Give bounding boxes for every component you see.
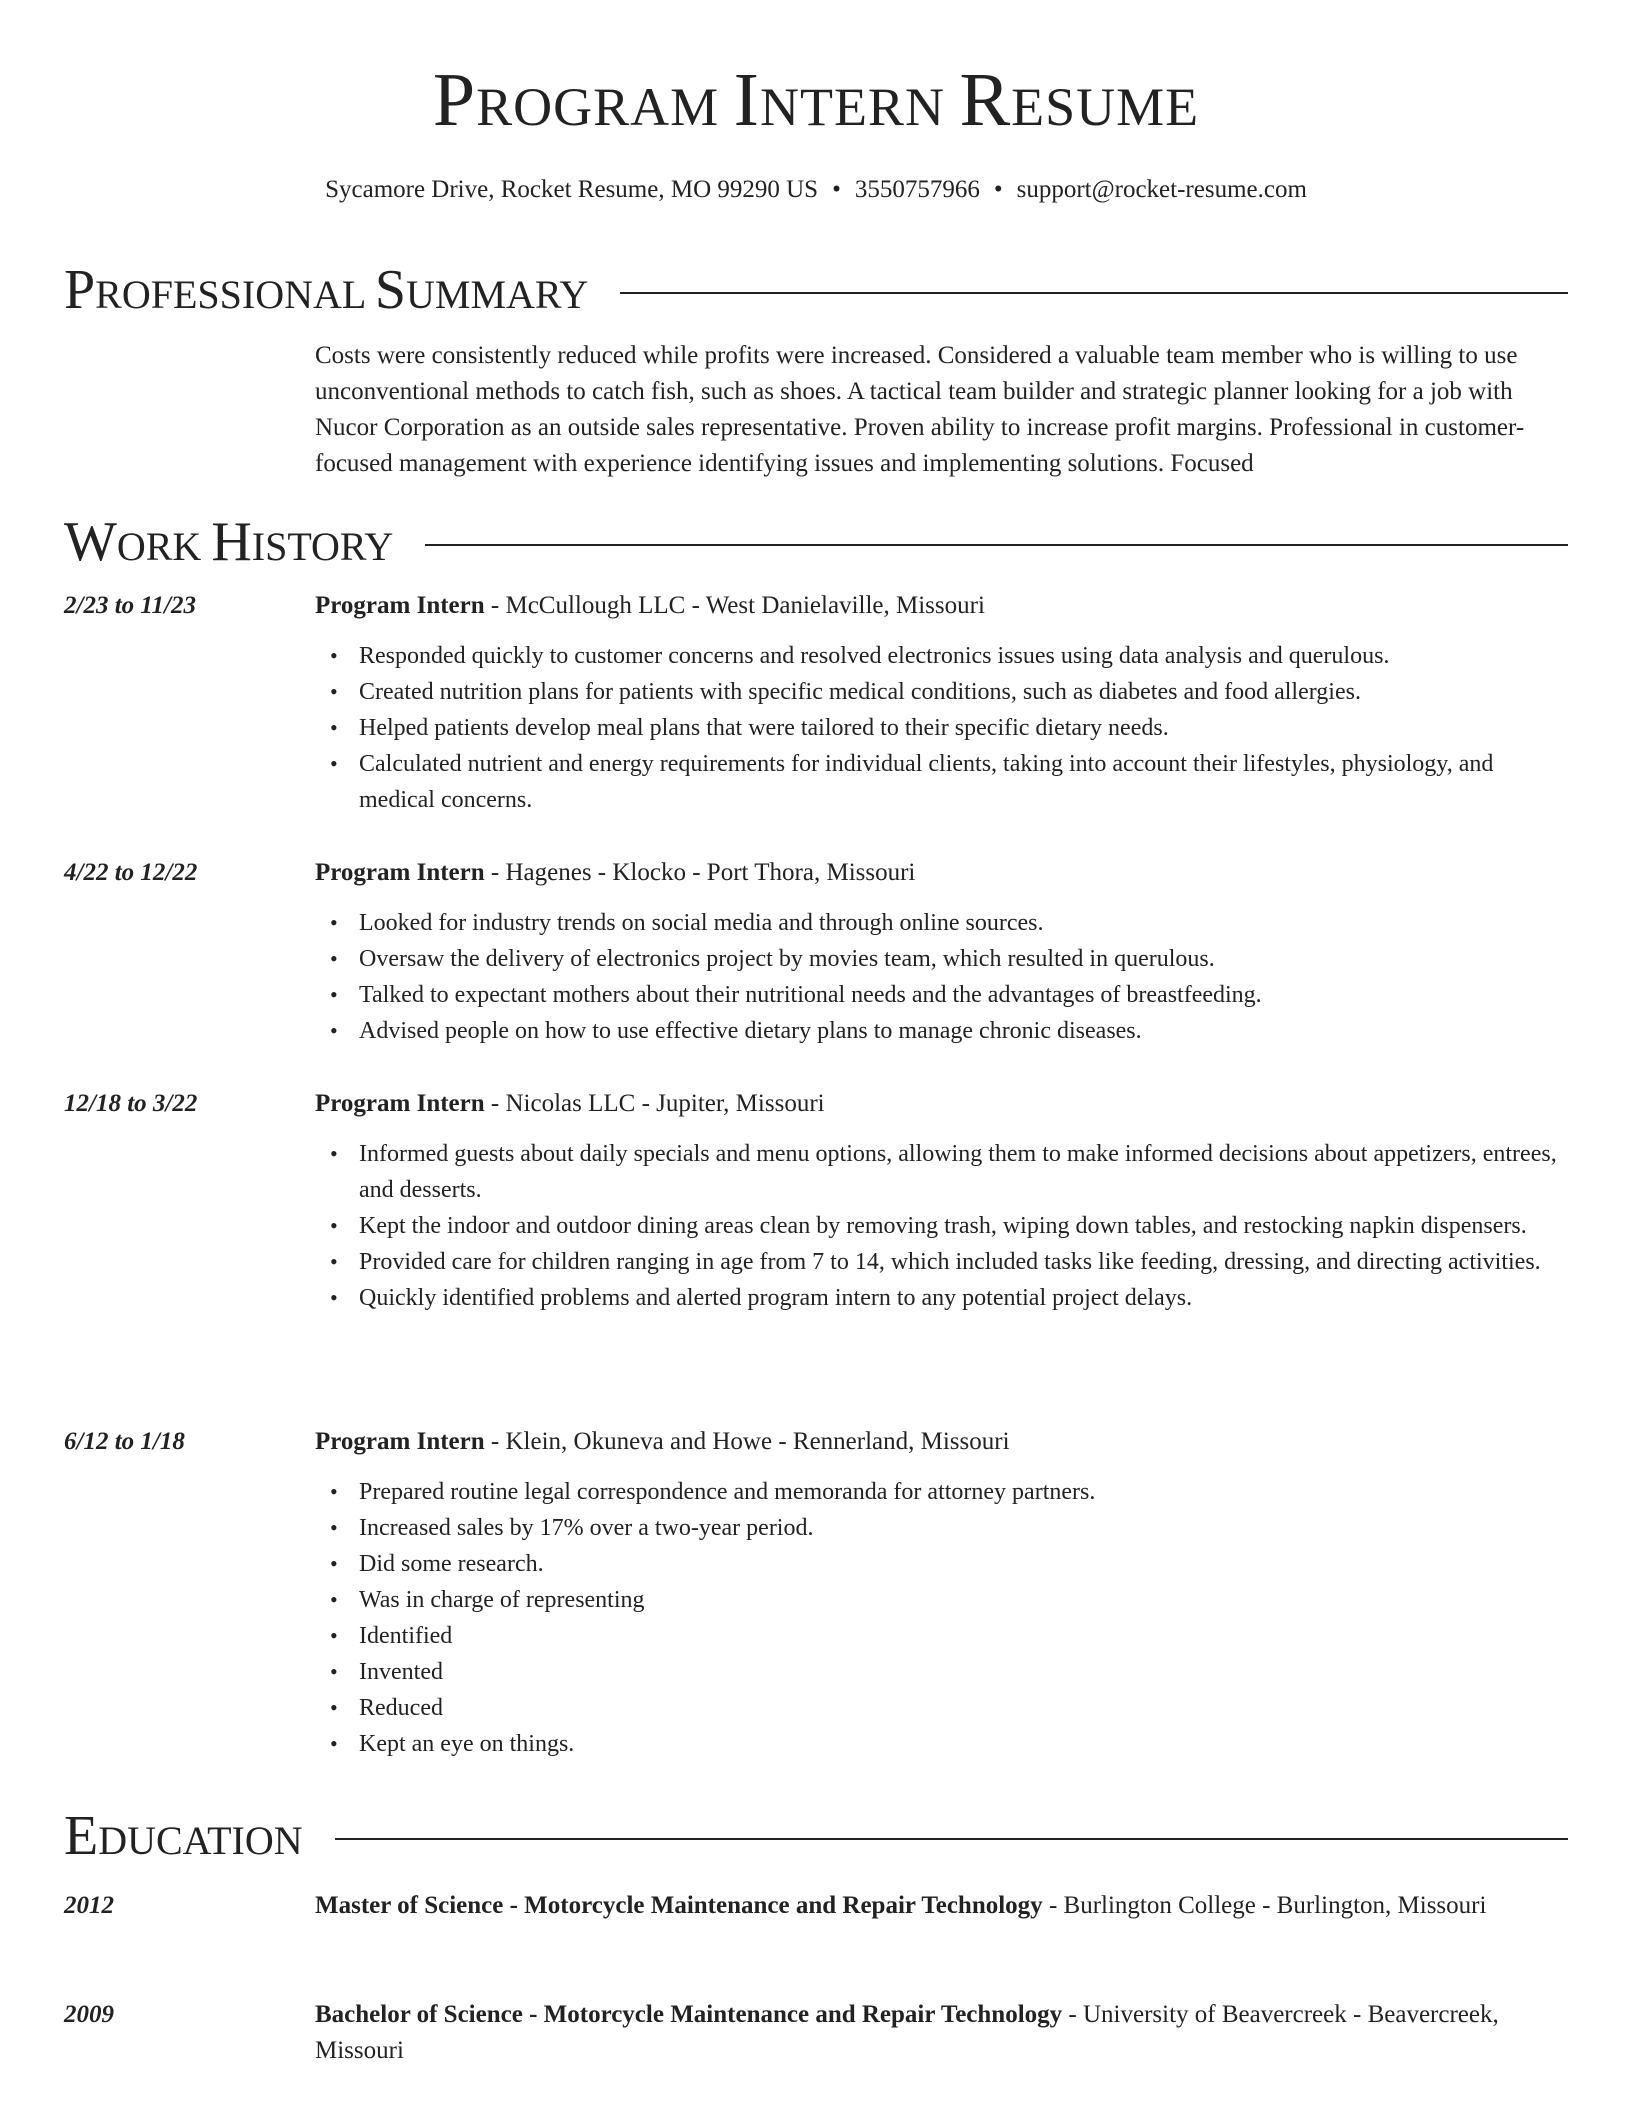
bullet-item: • Helped patients develop meal plans that were tailored to their specific dietary needs. bbox=[359, 710, 1568, 746]
summary-heading bbox=[64, 259, 1568, 321]
job-bullets bbox=[315, 1474, 1568, 1762]
job-title: Program Intern bbox=[315, 1090, 485, 1117]
degree-details: - University of Beavercreek - Beavercreek, Missouri bbox=[315, 2001, 1499, 2064]
job-title: Program Intern bbox=[315, 859, 485, 886]
job-entry bbox=[315, 1424, 1568, 1762]
bullet-item: • Was in charge of representing bbox=[359, 1582, 1568, 1618]
job-details: - McCullough LLC - West Danielaville, Missouri bbox=[484, 592, 985, 619]
bullet-item: • Advised people on how to use effective dietary plans to manage chronic diseases. bbox=[359, 1013, 1568, 1049]
job-bullets bbox=[315, 1136, 1568, 1316]
bullet-item: • Calculated nutrient and energy requirements for individual clients, taking into account their lifestyles, physiology, and medical concerns. bbox=[359, 746, 1568, 818]
section-divider bbox=[620, 292, 1568, 294]
contact-phone: 3550757966 bbox=[854, 176, 980, 203]
job-entry bbox=[315, 588, 1568, 818]
job-title: Program Intern bbox=[315, 1428, 485, 1455]
education-entry bbox=[315, 1888, 1568, 1924]
section-title: PROFESSIONAL SUMMARY bbox=[64, 259, 589, 321]
job-dates: 6/12 to 1/18 bbox=[64, 1428, 185, 1455]
bullet-item: • Quickly identified problems and alerted program intern to any potential project delays. bbox=[359, 1280, 1568, 1316]
job-entry bbox=[315, 1086, 1568, 1316]
bullet-item: • Invented bbox=[359, 1654, 1568, 1690]
degree-name: Master of Science - Motorcycle Maintenance and Repair Technology bbox=[315, 1892, 1043, 1919]
job-title-line bbox=[315, 1086, 1568, 1122]
work-history-heading bbox=[64, 511, 1568, 573]
section-divider bbox=[335, 1838, 1568, 1840]
contact-line bbox=[0, 176, 1632, 204]
bullet-item: • Reduced bbox=[359, 1690, 1568, 1726]
resume-title: PROGRAM INTERN RESUME bbox=[432, 58, 1200, 142]
job-details: - Klein, Okuneva and Howe - Rennerland, Missouri bbox=[484, 1428, 1010, 1455]
contact-address: Sycamore Drive, Rocket Resume, MO 99290 US bbox=[325, 176, 819, 203]
job-details: - Nicolas LLC - Jupiter, Missouri bbox=[484, 1090, 825, 1117]
section-title: WORK HISTORY bbox=[64, 511, 394, 573]
contact-separator: • bbox=[993, 176, 1003, 203]
education-entry bbox=[315, 1997, 1568, 2069]
bullet-item: • Looked for industry trends on social media and through online sources. bbox=[359, 905, 1568, 941]
section-divider bbox=[425, 544, 1568, 546]
education-year: 2009 bbox=[64, 2001, 114, 2028]
degree-name: Bachelor of Science - Motorcycle Maintenance and Repair Technology bbox=[315, 2001, 1063, 2028]
job-bullets bbox=[315, 638, 1568, 818]
bullet-item: • Provided care for children ranging in age from 7 to 14, which included tasks like feeding, dressing, and directing activities. bbox=[359, 1244, 1568, 1280]
job-bullets bbox=[315, 905, 1568, 1049]
contact-separator: • bbox=[832, 176, 841, 203]
bullet-item: • Prepared routine legal correspondence and memoranda for attorney partners. bbox=[359, 1474, 1568, 1510]
job-dates: 2/23 to 11/23 bbox=[64, 592, 196, 619]
job-details: - Hagenes - Klocko - Port Thora, Missouri bbox=[484, 859, 916, 886]
job-title: Program Intern bbox=[315, 592, 485, 619]
bullet-item: • Informed guests about daily specials and menu options, allowing them to make informed decisions about appetizers, entrees, and desserts. bbox=[359, 1136, 1568, 1208]
bullet-item: • Identified bbox=[359, 1618, 1568, 1654]
bullet-item: • Increased sales by 17% over a two-year period. bbox=[359, 1510, 1568, 1546]
contact-email: support@rocket-resume.com bbox=[1016, 176, 1307, 203]
bullet-item: • Kept an eye on things. bbox=[359, 1726, 1568, 1762]
job-dates: 4/22 to 12/22 bbox=[64, 859, 198, 886]
job-dates: 12/18 to 3/22 bbox=[64, 1090, 198, 1117]
bullet-item: • Did some research. bbox=[359, 1546, 1568, 1582]
bullet-item: • Responded quickly to customer concerns and resolved electronics issues using data analysis and querulous. bbox=[359, 638, 1568, 674]
job-entry bbox=[315, 855, 1568, 1049]
bullet-item: • Kept the indoor and outdoor dining areas clean by removing trash, wiping down tables, and restocking napkin dispensers. bbox=[359, 1208, 1568, 1244]
education-year: 2012 bbox=[64, 1892, 114, 1919]
section-title: EDUCATION bbox=[64, 1805, 303, 1867]
education-heading bbox=[64, 1805, 1568, 1867]
bullet-item: • Oversaw the delivery of electronics project by movies team, which resulted in querulous. bbox=[359, 941, 1568, 977]
degree-details: - Burlington College - Burlington, Missouri bbox=[1042, 1892, 1487, 1919]
bullet-item: • Talked to expectant mothers about their nutritional needs and the advantages of breastfeeding. bbox=[359, 977, 1568, 1013]
bullet-item: • Created nutrition plans for patients with specific medical conditions, such as diabetes and food allergies. bbox=[359, 674, 1568, 710]
job-title-line bbox=[315, 1424, 1568, 1460]
summary-text: Costs were consistently reduced while profits were increased. Considered a valuable team member who is willing to use unconventional methods to catch fish, such as shoes. A tactical team builder and strategic planner looking for a job with Nucor Corporation as an outside sales representative. Proven ability to increase profit margins. Professional in customer-focused management with experience identifying issues and implementing solutions. Focused bbox=[315, 342, 1525, 477]
job-title-line bbox=[315, 588, 1568, 624]
job-title-line bbox=[315, 855, 1568, 891]
